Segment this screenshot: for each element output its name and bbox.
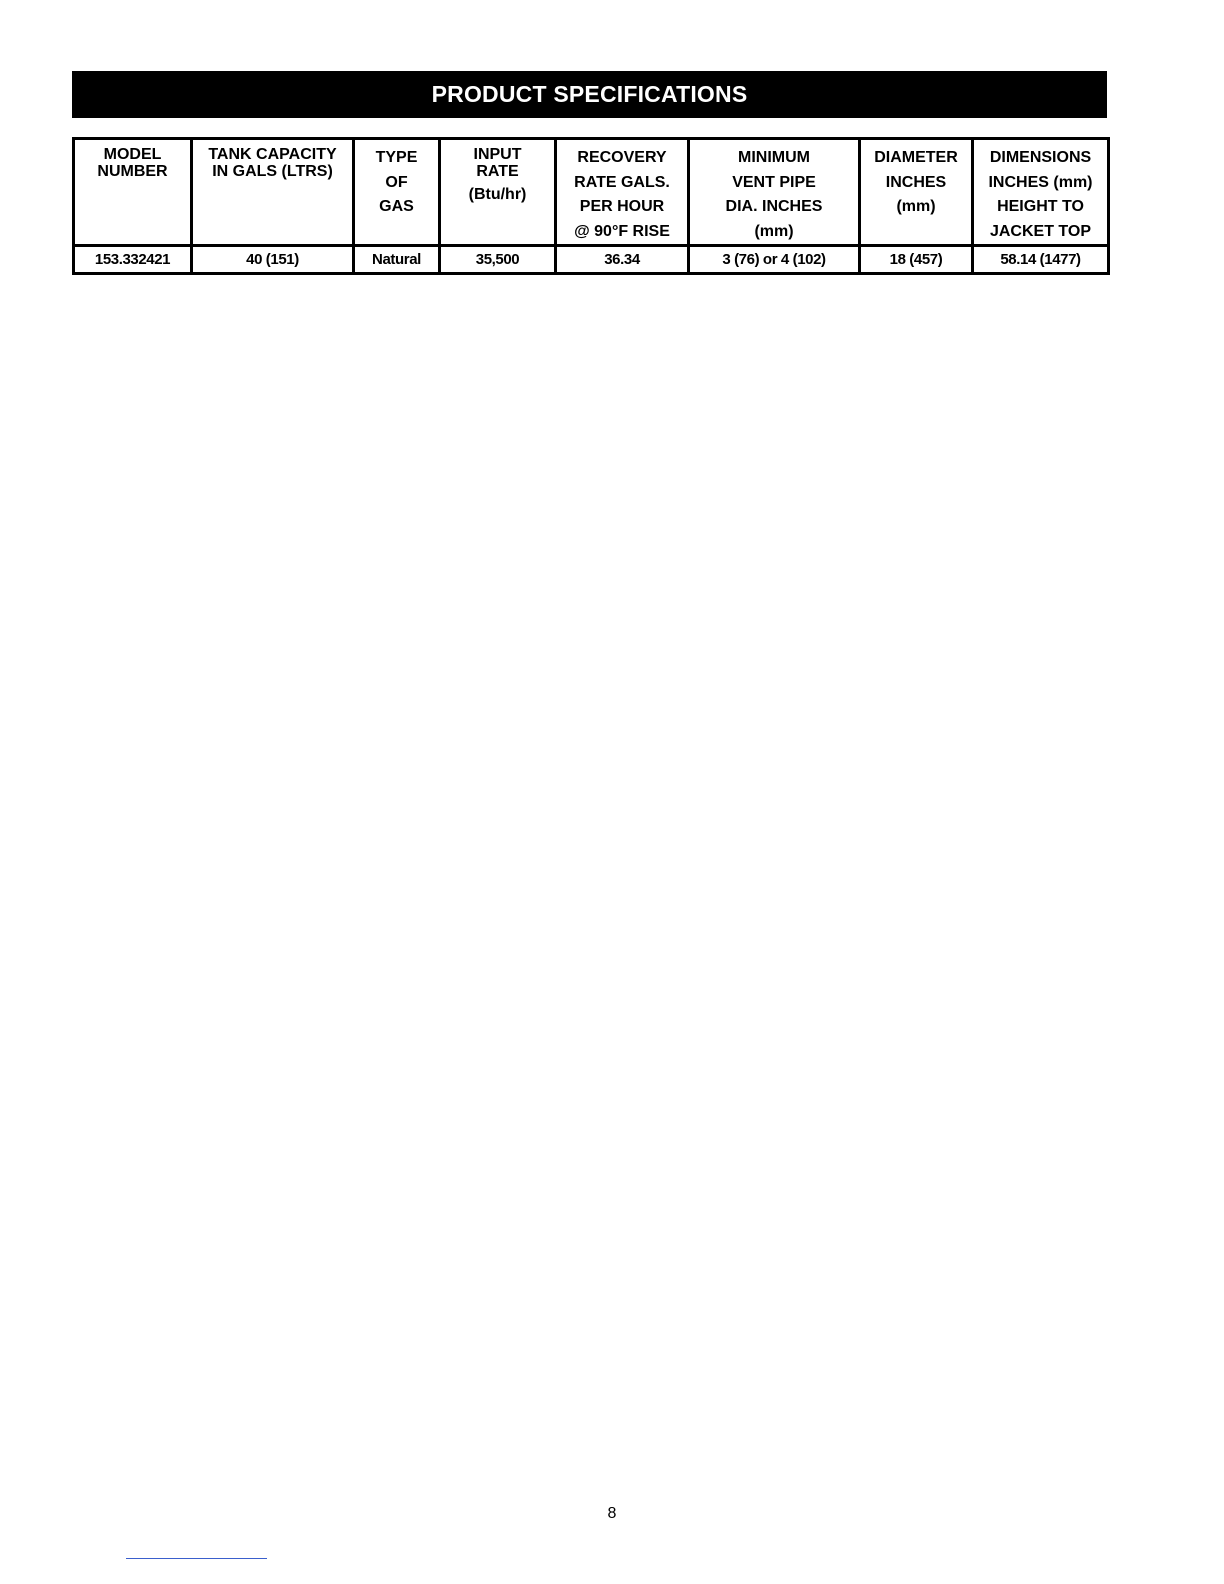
header-line: RECOVERY [577, 149, 667, 166]
header-line: DIMENSIONS [989, 149, 1092, 166]
header-line: RATE [476, 163, 519, 180]
header-line: VENT PIPE [732, 173, 816, 191]
cell-recovery-rate: 36.34 [556, 246, 689, 274]
table-row [74, 246, 1109, 274]
header-line: GAS [379, 198, 414, 215]
header-line: JACKET TOP [989, 222, 1092, 240]
header-line: PER HOUR [579, 198, 665, 215]
cell-type-of-gas: Natural [354, 246, 440, 274]
header-minimum-vent-pipe [689, 139, 860, 246]
cell-model-number: 153.332421 [74, 246, 192, 274]
cell-dimensions: 58.14 (1477) [973, 246, 1109, 274]
cell-input-rate: 35,500 [440, 246, 556, 274]
header-line: TYPE [375, 149, 418, 166]
header-line: NUMBER [97, 163, 168, 180]
header-line: @ 90°F RISE [574, 222, 670, 240]
header-line: INPUT [473, 146, 522, 163]
header-line: INCHES [885, 173, 947, 191]
header-line: IN GALS (LTRS) [212, 163, 333, 180]
header-dimensions [973, 139, 1109, 246]
cell-minimum-vent-pipe: 3 (76) or 4 (102) [689, 246, 860, 274]
header-recovery-rate [556, 139, 689, 246]
footer-rule [126, 1558, 267, 1559]
header-line: TANK CAPACITY [208, 146, 337, 163]
header-line: DIA. INCHES [725, 198, 823, 215]
header-line: DIAMETER [874, 149, 958, 166]
header-line: (mm) [896, 198, 936, 215]
header-diameter [860, 139, 973, 246]
product-specifications-table [72, 137, 1110, 275]
header-line: MINIMUM [738, 149, 810, 166]
table-header-row [74, 139, 1109, 246]
header-line: (Btu/hr) [468, 186, 527, 203]
page-number: 8 [607, 1505, 617, 1522]
header-model-number [74, 139, 192, 246]
header-type-of-gas [354, 139, 440, 246]
header-line: HEIGHT TO [997, 198, 1084, 215]
page-title: PRODUCT SPECIFICATIONS [72, 71, 1107, 118]
header-line: RATE GALS. [574, 173, 670, 191]
header-line: INCHES (mm) [988, 173, 1093, 191]
cell-diameter: 18 (457) [860, 246, 973, 274]
cell-tank-capacity: 40 (151) [192, 246, 354, 274]
header-tank-capacity [192, 139, 354, 246]
header-line: (mm) [754, 222, 794, 240]
header-line: MODEL [103, 146, 162, 163]
header-line: OF [385, 173, 408, 191]
header-input-rate [440, 139, 556, 246]
